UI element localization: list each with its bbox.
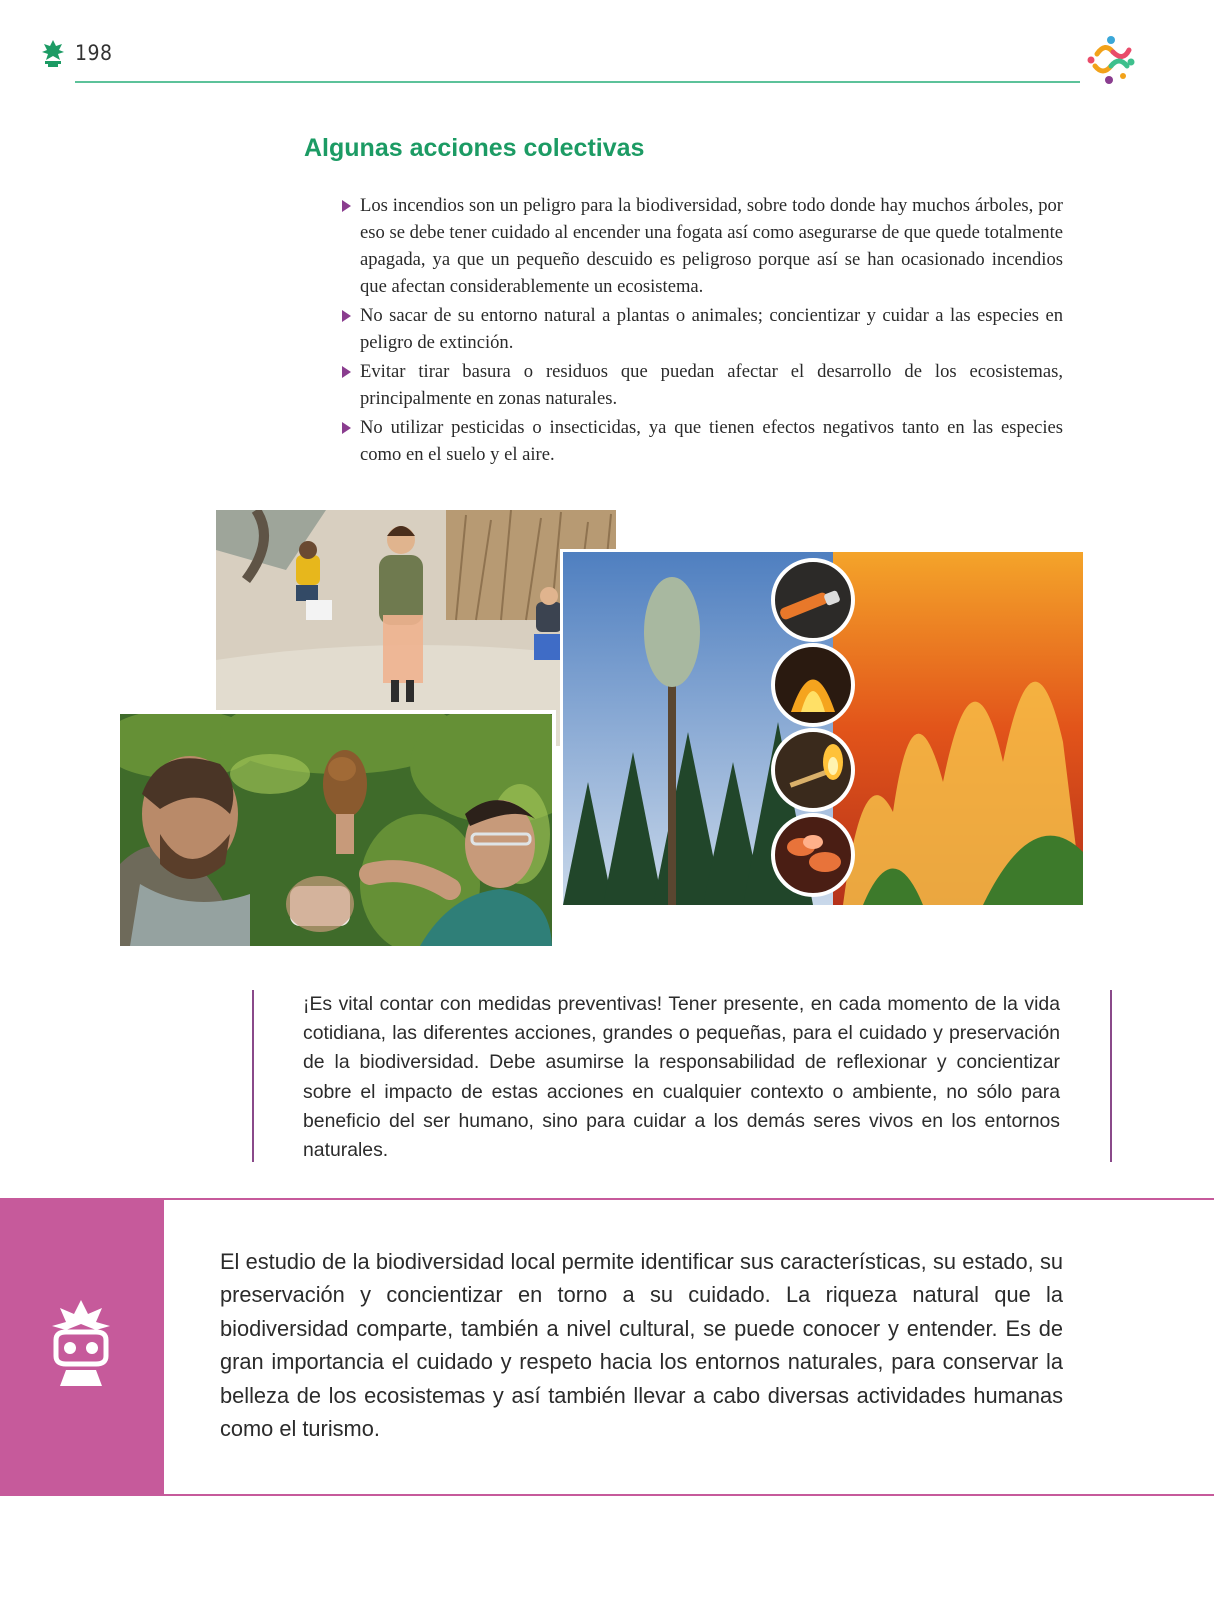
list-item: [340, 192, 1063, 300]
callout-text: ¡Es vital contar con medidas preventivas! Tener presente, en cada momento de la vida cotidiana, las diferentes acciones, grandes o pequeñas, para el cuidado y preservación de la biodiversidad. Debe asumirse la responsabilidad de reflexionar y concientizar sobre el impacto de estas acciones en cualquier contexto o ambiente, no sólo para beneficio del ser humano, sino para cuidar a los demás seres vivos en los entornos naturales.: [303, 993, 1060, 1162]
header-rule: [75, 81, 1080, 83]
page-number: 198: [75, 41, 113, 65]
bullet-list: [340, 192, 1063, 470]
list-item-text: Evitar tirar basura o residuos que puedan afectar el desarrollo de los ecosistemas, principalmente en zonas naturales.: [360, 361, 1063, 409]
list-item: [340, 414, 1063, 468]
leaf-icon: [40, 38, 66, 68]
bullet-arrow-icon: [342, 200, 351, 212]
callout-box: [252, 990, 1112, 1162]
bullet-arrow-icon: [342, 422, 351, 434]
list-item: [340, 358, 1063, 412]
list-item-text: No utilizar pesticidas o insecticidas, ya que tienen efectos negativos tanto en las especies como en el suelo y el aire.: [360, 417, 1063, 465]
bullet-arrow-icon: [342, 310, 351, 322]
section-title: Algunas acciones colectivas: [304, 134, 645, 162]
band-bottom-rule: [0, 1494, 1214, 1496]
list-item-text: Los incendios son un peligro para la biodiversidad, sobre todo donde hay muchos árboles, por eso se debe tener cuidado al encender una fogata así como asegurarse de que quede totalmente apagada, ya que un pequeño descuido es peligroso porque así se han ocasionado incendios que afectan considerablemente un ecosistema.: [360, 195, 1063, 297]
page-header: [0, 0, 1214, 90]
bullet-arrow-icon: [342, 366, 351, 378]
colorful-people-logo-icon: [1083, 32, 1139, 88]
band-top-rule: [0, 1198, 1214, 1200]
list-item-text: No sacar de su entorno natural a plantas o animales; concientizar y cuidar a las especies en peligro de extinción.: [360, 305, 1063, 353]
list-item: [340, 302, 1063, 356]
textile-motif-icon: [46, 1298, 116, 1388]
band-text: El estudio de la biodiversidad local permite identificar sus características, su estado, su preservación y concientizar en torno a su cuidado. La riqueza natural que la biodiversidad comparte, también a nivel cultural, se puede conocer y entender. Es de gran importancia el cuidado y respeto hacia los entornos naturales, para conservar la belleza de los ecosistemas y así también llevar a cabo diversas actividades humanas como el turismo.: [220, 1249, 1063, 1442]
photo-bird-release: [116, 710, 556, 950]
photo-forest-fire: [560, 549, 1086, 908]
